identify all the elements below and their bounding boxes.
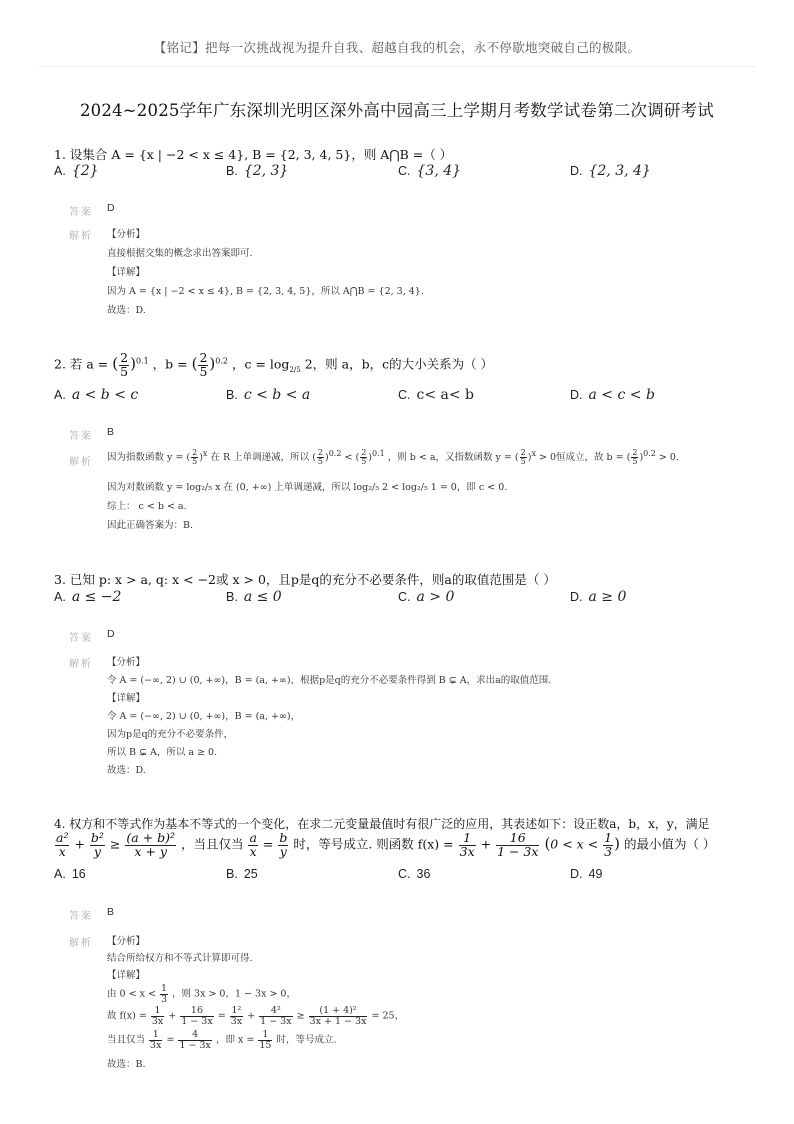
header-divider bbox=[38, 66, 756, 67]
question-1-stem: 1. 设集合 A = {x | −2 < x ≤ 4}, B = {2, 3, 4, 5}，则 A⋂B =（ ） bbox=[54, 147, 453, 162]
q1-option-d[interactable]: D. {2, 3, 4} bbox=[570, 163, 651, 179]
q4-option-c[interactable]: C. 36 bbox=[398, 867, 431, 881]
q1-option-c[interactable]: C. {3, 4} bbox=[398, 163, 462, 179]
question-4-formula: $\frac{\text{a²}}{x}$ + $\frac{\text{b²}}{y}$ ≥ $\frac{\text{(a + b)²}}{x + y}$ ，当且仅当 $\frac{a}{x}$ = $\frac{b}{y}$ 时，等号成立. 则函数 f(x) = $\frac{1}{3x}$ + $\frac{16}{1 - 3x}$ (0 < x < $\frac{1}{3}$ ) 的最小值为（ ） bbox=[56, 830, 716, 859]
q1-analysis-label: 解析 bbox=[69, 231, 93, 242]
page-title: 2024~2025学年广东深圳光明区深外高中园高三上学期月考数学试卷第二次调研考试 bbox=[79, 101, 714, 120]
q2-option-a[interactable]: A. a < b < c bbox=[54, 387, 139, 403]
q3-answer-label: 答案 bbox=[69, 633, 93, 644]
question-2-stem: 2. 若 a = ( $\frac{2}{5}$ )$^{0.1}$ ，b = ( $\frac{2}{5}$ )$^{0.2}$ ，$c = \log_{2/5} 2$，则 a，b，c的大小关系为（ ） bbox=[54, 350, 494, 379]
q1-answer: D bbox=[107, 202, 115, 214]
q2-analysis-line: 因为指数函数 y = ( $\frac{2}{5}$ )$^x$ 在 R 上单调递减，所以 ( $\frac{2}{5}$ )$^{0.2}$ < ( $\frac{2}{5}$ )$^{0.1}$ ，则 b < a，又指数函数 y = ( $\frac{2}{5}$ )$^x$ > 0恒成立，故 b = ( $\frac{2}{5}$ )$^{0.2}$ > 0. bbox=[107, 448, 679, 467]
q1-analysis-line: 直接根据交集的概念求出答案即可. bbox=[107, 248, 253, 259]
q3-analysis-line: 令 A = (−∞, 2) ∪ (0, +∞)，B = (a, +∞)， bbox=[107, 711, 301, 722]
q4-analysis-label: 解析 bbox=[69, 938, 93, 949]
q4-analysis-line: 由 0 < x < $\frac{1}{3}$ ，则 3x > 0，1 − 3x > 0， bbox=[107, 983, 296, 1005]
q4-analysis-line: 故选：B. bbox=[107, 1059, 146, 1070]
q1-analysis-line: 【分析】 bbox=[107, 229, 146, 240]
q3-option-b[interactable]: B. a ≤ 0 bbox=[226, 589, 282, 605]
q4-option-b[interactable]: B. 25 bbox=[226, 867, 258, 881]
q3-option-a[interactable]: A. a ≤ −2 bbox=[54, 589, 122, 605]
q2-option-d[interactable]: D. a < c < b bbox=[570, 387, 655, 403]
question-3-stem: 3. 已知 p: x > a, q: x < −2或 x > 0，且p是q的充分不必要条件，则a的取值范围是（ ） bbox=[54, 572, 556, 587]
q1-answer-label: 答案 bbox=[69, 207, 93, 218]
q4-analysis-line: 故 f(x) = $\frac{1}{3x}$ + $\frac{16}{1 - 3x}$ = $\frac{\text{1²}}{3x}$ + $\frac{\text{4²}}{1 - 3x}$ ≥ $\frac{\text{(1 + 4)²}}{3x + 1 - 3x}$ = 25， bbox=[107, 1005, 405, 1027]
q1-analysis-line: 故选：D. bbox=[107, 305, 146, 316]
q1-option-b[interactable]: B. {2, 3} bbox=[226, 163, 289, 179]
q3-analysis-line: 所以 B ⊊ A，所以 a ≥ 0. bbox=[107, 747, 218, 758]
q3-analysis-line: 【详解】 bbox=[107, 693, 146, 704]
q1-analysis-line: 【详解】 bbox=[107, 267, 146, 278]
q3-analysis-line: 令 A = (−∞, 2) ∪ (0, +∞)，B = (a, +∞)，根据p是q的充分不必要条件得到 B ⊊ A，求出a的取值范围. bbox=[107, 675, 552, 686]
q1-option-a[interactable]: A. {2} bbox=[54, 163, 99, 179]
q4-answer: B bbox=[107, 906, 115, 918]
q4-option-d[interactable]: D. 49 bbox=[570, 867, 603, 881]
question-2-options bbox=[54, 387, 754, 409]
q3-analysis-line: 【分析】 bbox=[107, 657, 146, 668]
q2-analysis-label: 解析 bbox=[69, 457, 93, 468]
q2-analysis-line: 综上： c < b < a. bbox=[107, 501, 187, 512]
q2-option-b[interactable]: B. c < b < a bbox=[226, 387, 311, 403]
q2-analysis-line: 因此正确答案为：B. bbox=[107, 520, 194, 531]
q2-analysis-line: 因为对数函数 y = log₂/₅ x 在 (0, +∞) 上单调递减，所以 log₂/₅ 2 < log₂/₅ 1 = 0，即 c < 0. bbox=[107, 482, 508, 493]
q3-analysis-label: 解析 bbox=[69, 659, 93, 670]
q4-analysis-line: 结合所给权方和不等式计算即可得. bbox=[107, 953, 253, 964]
q3-option-d[interactable]: D. a ≥ 0 bbox=[570, 589, 627, 605]
q4-option-a[interactable]: A. 16 bbox=[54, 867, 86, 881]
q4-analysis-line: 【详解】 bbox=[107, 970, 146, 981]
question-4-options bbox=[54, 867, 754, 889]
q2-answer: B bbox=[107, 426, 115, 438]
q2-answer-label: 答案 bbox=[69, 431, 93, 442]
q4-analysis-line: 当且仅当 $\frac{1}{3x}$ = $\frac{4}{1 - 3x}$ ，即 x = $\frac{1}{15}$ 时，等号成立. bbox=[107, 1029, 337, 1051]
q1-analysis-line: 因为 A = {x | −2 < x ≤ 4}, B = {2, 3, 4, 5}，所以 A⋂B = {2, 3, 4}. bbox=[107, 286, 424, 297]
q2-option-c[interactable]: C. c< a< b bbox=[398, 387, 475, 403]
q3-analysis-line: 故选：D. bbox=[107, 765, 146, 776]
q3-analysis-line: 因为p是q的充分不必要条件， bbox=[107, 729, 234, 740]
question-4-stem: 4. 权方和不等式作为基本不等式的一个变化，在求二元变量最值时有很广泛的应用，其表述如下：设正数a，b，x，y，满足 bbox=[54, 817, 710, 831]
motto-header: 【铭记】把每一次挑战视为提升自我、超越自我的机会，永不停歇地突破自己的极限。 bbox=[153, 40, 641, 55]
q3-option-c[interactable]: C. a > 0 bbox=[398, 589, 455, 605]
question-3-options bbox=[54, 589, 754, 611]
q4-analysis-line: 【分析】 bbox=[107, 936, 146, 947]
q4-answer-label: 答案 bbox=[69, 911, 93, 922]
question-1-options bbox=[54, 163, 754, 185]
q3-answer: D bbox=[107, 628, 115, 640]
